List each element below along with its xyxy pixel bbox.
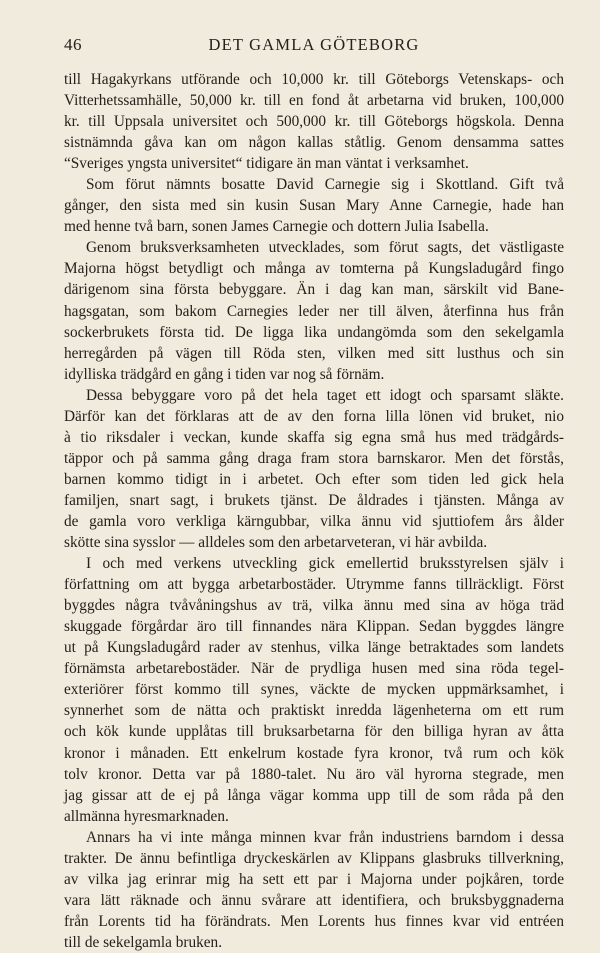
text-line: Genom bruksverksamheten utvecklades, som förut sagts, det västligaste (86, 239, 564, 257)
text-line: Därför kan det förklaras att de av den forna lilla lönen vid bruket, nio (64, 407, 564, 425)
text-line: tolv kronor. Detta var på 1880-talet. Nu äro väl hyrorna stegrade, men (64, 765, 564, 783)
text-line: kr. till Uppsala universitet och 500,000 kr. till Göteborgs högskola. Denna (64, 113, 564, 131)
text-line: herregården på vägen till Röda sten, vilken med sitt lusthus och sin (64, 344, 564, 362)
text-line: skuggade förgårdar äro till finnandes nära Klippan. Sedan byggdes längre (64, 618, 564, 636)
text-line: synnerhet som de nätta och praktiskt inredda lägenheterna om ett rum (64, 702, 564, 720)
text-line: idylliska trädgård en gång i tiden var nog så förnäm. (64, 365, 385, 383)
paragraph (64, 385, 564, 553)
text-line: ut på Kungsladugård rader av stenhus, vilka länge betraktades som landets (64, 639, 564, 657)
text-line: I och med verkens utveckling gick emellertid bruksstyrelsen själv i (86, 555, 564, 573)
paragraph (64, 237, 564, 384)
text-line: Dessa bebyggare voro på det hela taget ett idogt och sparsamt släkte. (86, 386, 564, 404)
running-head: DET GAMLA GÖTEBORG (208, 35, 420, 54)
text-line: av vilka jag erinrar mig ha sett ett par i Majorna under pojkåren, torde (64, 870, 564, 888)
paragraph (64, 174, 564, 237)
text-line: familjen, snart sagt, i brukets tjänst. De åldrades i tjänsten. Många av (64, 491, 564, 509)
text-line: barnen kommo tidigt in i arbetet. Och efter som tiden led gick hela (64, 470, 564, 488)
text-line: Vitterhetssamhälle, 50,000 kr. till en fond åt arbetarna vid bruken, 100,000 (64, 92, 564, 110)
text-line: med henne två barn, sonen James Carnegie och dottern Julia Isabella. (64, 218, 489, 236)
body-text (64, 69, 564, 953)
text-line: sockerbrukets första tid. De ligga lika undangömda som den sekelgamla (64, 323, 564, 341)
text-line: gånger, den sista med sin kusin Susan Mary Anne Carnegie, hade han (64, 197, 564, 215)
text-line: Som förut nämnts bosatte David Carnegie sig i Skottland. Gift två (86, 176, 564, 194)
text-line: sistnämnda gåva kan om någon kallas ståtlig. Genom densamma sattes (64, 134, 564, 152)
text-line: täppor och på samma gång draga fram stora barnskaror. Men det förstås, (64, 449, 564, 467)
text-line: à tio riksdaler i veckan, kunde skaffa sig egna små hus med trädgårds- (64, 428, 564, 446)
page-number: 46 (64, 35, 82, 54)
paragraph (64, 69, 564, 174)
text-line: och kök kunde upplåtas till bruksarbetarna för den billiga hyran av åtta (64, 723, 564, 741)
text-line: trakter. De ännu befintliga dryckeskärlen av Klippans glasbruks tillverkning, (64, 849, 564, 867)
text-line: “Sveriges yngsta universitet“ tidigare än man väntat i verksamhet. (64, 155, 469, 173)
text-line: byggdes några tvåvåningshus av trä, vilka ännu med sina av höga träd (64, 597, 564, 615)
text-line: vara lätt räknade och ännu svårare att identifiera, och bruksbyggnaderna (64, 891, 564, 909)
text-line: Annars ha vi inte många minnen kvar från industriens barndom i dessa (86, 828, 564, 846)
paragraph (64, 553, 564, 827)
text-line: jag gissar att de ej på långa vägar komma upp till de som råda på den (64, 786, 564, 804)
paragraph (64, 827, 564, 953)
text-line: de gamla voro verkliga kärngubbar, vilka ännu vid sjuttiofem års ålder (64, 512, 564, 530)
text-line: Majorna högst betydligt och många av tomterna på Kungsladugård fingo (64, 260, 564, 278)
page-header (64, 35, 564, 59)
text-line: skötte sina sysslor — alldeles som den arbetarveteran, vi här avbilda. (64, 534, 488, 552)
text-line: allmänna hyresmarknaden. (64, 807, 229, 825)
text-line: till Hagakyrkans utförande och 10,000 kr. till Göteborgs Vetenskaps- och (64, 71, 564, 88)
text-line: författning om att bygga arbetarbostäder. Utrymme fanns tillräckligt. Först (64, 576, 564, 594)
text-line: därigenom sina första bebyggare. Än i dag kan man, särskilt vid Bane- (64, 281, 564, 299)
text-line: hagsgatan, som bakom Carnegies leder ner till älven, återfinna hus från (64, 302, 564, 320)
text-line: från Lorents tid ha förändrats. Men Lorents hus finnes kvar vid entréen (64, 912, 564, 930)
text-line: förnämsta arbetarebostäder. När de prydliga husen med sina röda tegel- (64, 660, 564, 678)
text-line: exteriörer först kommo till synes, väckte de mycken uppmärksamhet, i (64, 681, 564, 699)
text-line: till de sekelgamla bruken. (64, 933, 223, 951)
text-line: kronor i månaden. Ett enkelrum kostade fyra kronor, två rum och kök (64, 744, 564, 762)
